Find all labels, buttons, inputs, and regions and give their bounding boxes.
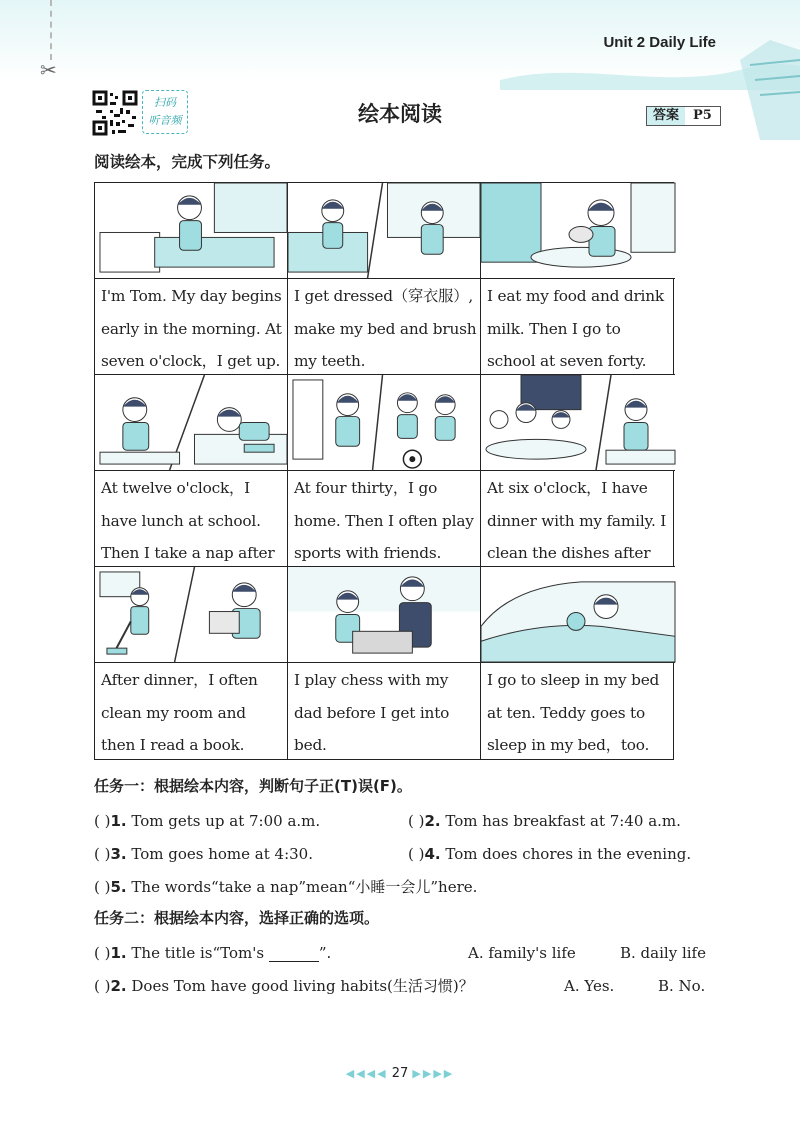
illustration-dinner <box>481 375 675 471</box>
panel-text-5: At four thirty，I go home. Then I often play sports with friends. <box>288 471 481 567</box>
answer-bracket[interactable]: ( ) <box>408 812 425 830</box>
page-number: 27 <box>391 1066 409 1081</box>
option-a[interactable]: A. Yes. <box>564 977 615 995</box>
illustration-home-sports <box>288 375 481 471</box>
panel-text-8: I play chess with my dad before I get into bed. <box>288 663 481 759</box>
instruction: 阅读绘本，完成下列任务。 <box>94 153 281 171</box>
panel-text-6: At six o'clock，I have dinner with my family. I clean the dishes after <box>481 471 675 567</box>
answer-bracket[interactable]: ( ) <box>408 845 425 863</box>
illustration-lunch-nap <box>95 375 288 471</box>
answer-reference <box>646 106 721 126</box>
illustration-clean-read <box>95 567 288 663</box>
illustration-chess <box>288 567 481 663</box>
answer-bracket[interactable]: ( ) <box>94 845 111 863</box>
tf-question-2[interactable]: ( )2. Tom has breakfast at 7:40 a.m. <box>408 812 681 830</box>
task1-row-2 <box>94 838 724 871</box>
mc-question-2[interactable]: ( )2. Does Tom have good living habits(生活习惯)？ <box>94 977 474 995</box>
mc-question-1[interactable]: ( )1. The title is“Tom's ”. <box>94 944 332 962</box>
page-title: 绘本阅读 <box>358 102 442 126</box>
answer-bracket[interactable]: ( ) <box>94 812 111 830</box>
panel-text-4: At twelve o'clock，I have lunch at school. Then I take a nap after <box>95 471 288 567</box>
scissors-icon: ✂ <box>40 58 57 82</box>
option-a[interactable]: A. family's life <box>468 944 576 962</box>
left-arrows-icon: ◀◀◀◀ <box>345 1067 388 1080</box>
scan-line1: 扫码 <box>154 96 176 109</box>
task1-row-1 <box>94 805 724 838</box>
illustration-get-up <box>95 183 288 279</box>
panel-text-7: After dinner，I often clean my room and then I read a book. <box>95 663 288 759</box>
picture-book-grid <box>94 182 674 760</box>
scan-line2: 听音频 <box>148 114 182 127</box>
tf-question-4[interactable]: ( )4. Tom does chores in the evening. <box>408 845 692 863</box>
panel-text-9: I go to sleep in my bed at ten. Teddy goes to sleep in my bed，too. <box>487 671 660 754</box>
answer-label: 答案 <box>647 107 685 125</box>
answer-bracket[interactable]: ( ) <box>94 878 111 896</box>
task1-row-3 <box>94 871 724 904</box>
tf-question-1[interactable]: ( )1. Tom gets up at 7:00 a.m. <box>94 812 321 830</box>
panel-text-2: I get dressed（穿衣服）, make my bed and brush my teeth. <box>288 279 481 375</box>
task2-heading: 任务二：根据绘本内容，选择正确的选项。 <box>94 909 380 927</box>
answer-page: P5 <box>693 108 712 123</box>
tf-question-5[interactable]: ( )5. The words“take a nap”mean“小睡一会儿”here. <box>94 878 478 896</box>
unit-title: Unit 2 Daily Life <box>603 34 716 51</box>
answer-bracket[interactable]: ( ) <box>94 977 111 995</box>
fill-blank[interactable] <box>269 947 319 962</box>
right-arrows-icon: ▶▶▶▶ <box>412 1067 455 1080</box>
task2-row-1 <box>94 937 724 970</box>
illustration-get-dressed <box>288 183 481 279</box>
panel-text-1: I'm Tom. My day begins early in the morning. At seven o'clock，I get up. <box>95 279 288 375</box>
illustration-breakfast <box>481 183 675 279</box>
cut-line <box>50 0 52 60</box>
tf-question-3[interactable]: ( )3. Tom goes home at 4:30. <box>94 845 313 863</box>
task1-heading: 任务一：根据绘本内容，判断句子正(T)误(F)。 <box>94 777 412 795</box>
answer-bracket[interactable]: ( ) <box>94 944 111 962</box>
option-b[interactable]: B. No. <box>658 977 706 995</box>
tasks-section <box>94 772 724 1003</box>
illustration-sleep <box>481 567 675 663</box>
page-footer <box>0 1066 800 1081</box>
option-b[interactable]: B. daily life <box>620 944 706 962</box>
task2-row-2 <box>94 970 724 1003</box>
panel-text-3: I eat my food and drink milk. Then I go to school at seven forty. <box>481 279 675 375</box>
